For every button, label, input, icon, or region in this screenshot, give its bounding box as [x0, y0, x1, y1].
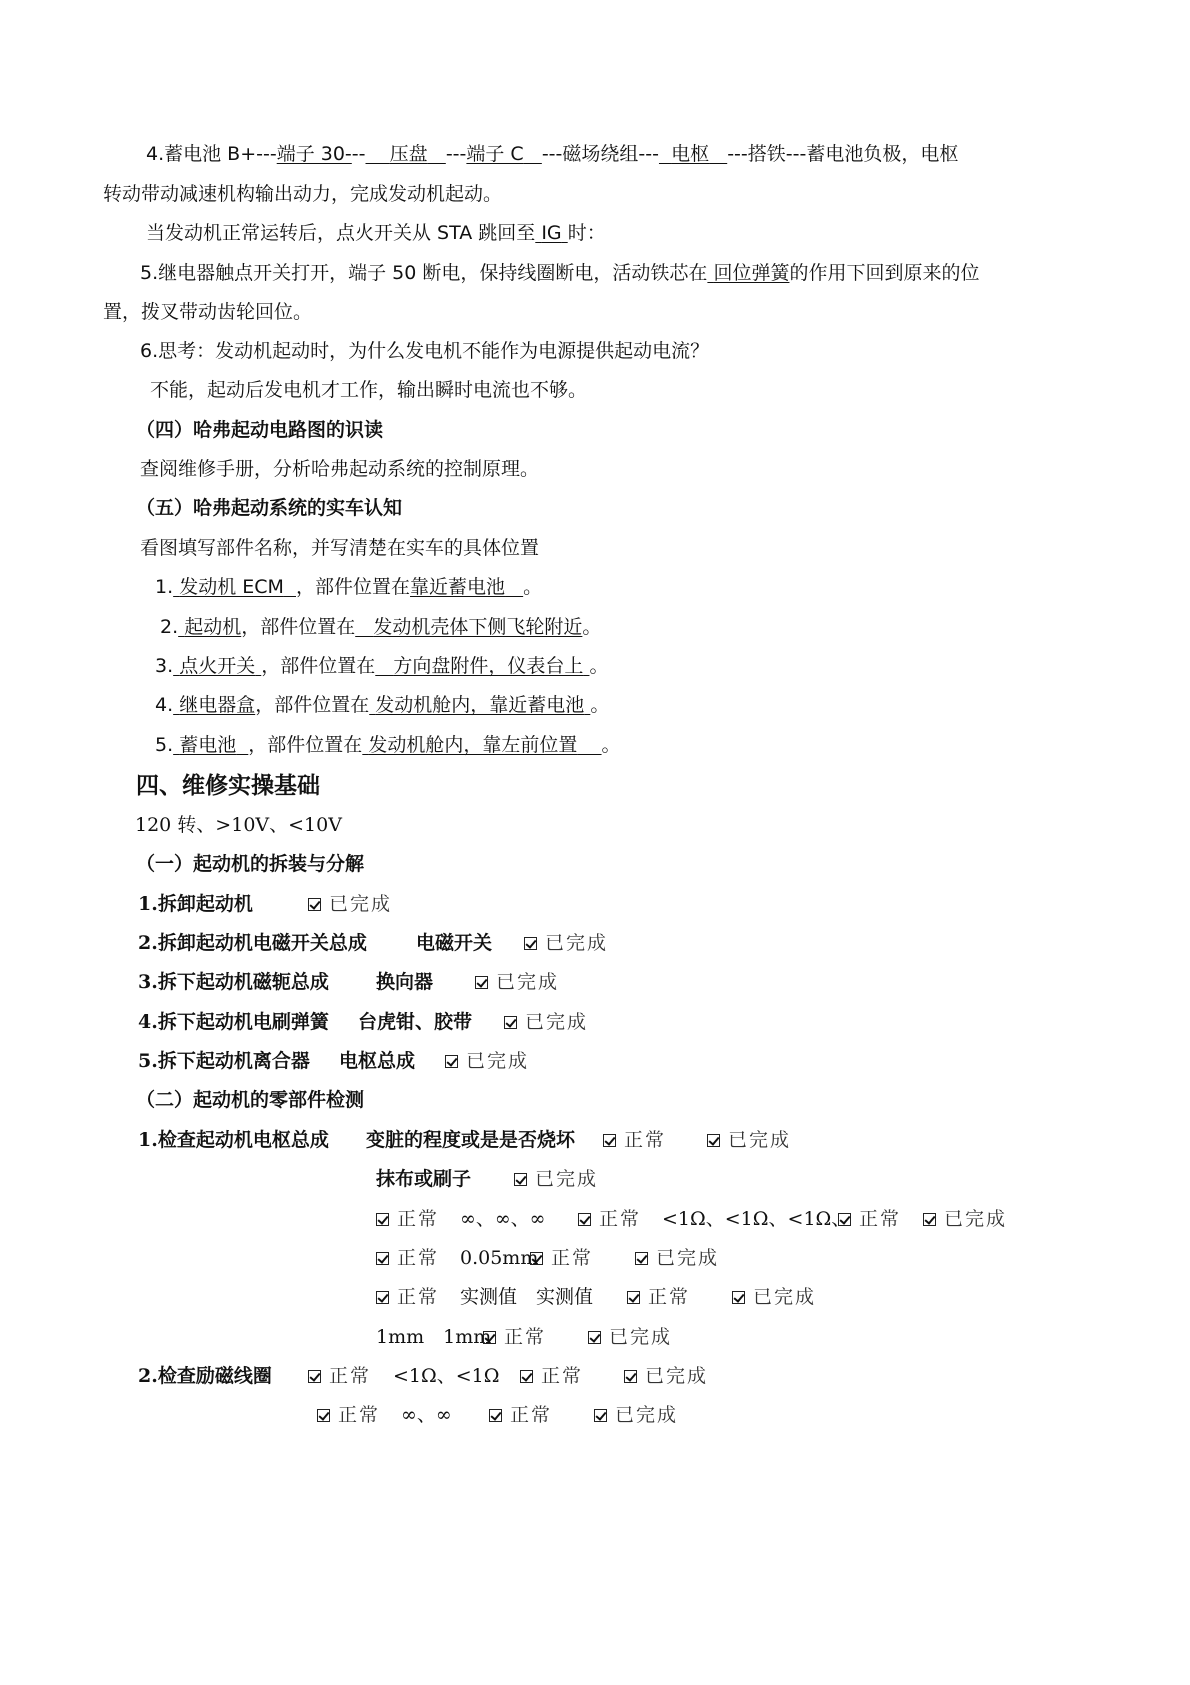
text: -- [351, 143, 366, 165]
inspect-1-row-3: 正常 ∞、∞、∞ 正常 <1Ω、<1Ω、<1Ω、 正常 已完成 [376, 1206, 1076, 1232]
inspect-1-row-5: 正常 实测值 实测值 正常 已完成 [376, 1284, 1076, 1310]
checked-box-icon[interactable] [838, 1213, 851, 1226]
fill-ig: IG [541, 222, 562, 244]
checked-box-icon[interactable] [603, 1134, 616, 1147]
fill-pressure-plate: 压盘 [389, 143, 428, 165]
reading: 实测值 实测值 [460, 1286, 594, 1308]
list-item: 1. 发动机 ECM ，部件位置在靠近蓄电池 。 [155, 576, 543, 598]
step-4-status: 已完成 [504, 1009, 588, 1035]
inspect-2-row-1: 2.检查励磁线圈 正常 <1Ω、<1Ω 正常 已完成 [138, 1365, 709, 1387]
checked-box-icon[interactable] [624, 1370, 637, 1383]
reading: <1Ω、<1Ω [393, 1365, 500, 1387]
text: ---搭铁---蓄电池负极，电枢 [727, 143, 959, 165]
fill-armature: 电枢 [671, 143, 710, 165]
para-6-answer: 不能，起动后发电机才工作，输出瞬时电流也不够。 [150, 379, 588, 401]
component-name: 蓄电池 [179, 734, 237, 756]
list-item: 4. 继电器盒，部件位置在 发动机舱内，靠近蓄电池 。 [155, 694, 610, 716]
component-name: 发动机 ECM [179, 576, 284, 598]
step-4: 4.拆下起动机电刷弹簧 台虎钳、胶带 已完成 [138, 1011, 589, 1033]
text: ---磁场绕组--- [541, 143, 659, 165]
step-1: 1.拆卸起动机 已完成 [138, 893, 393, 915]
checked-box-icon[interactable] [504, 1016, 517, 1029]
para-run: 当发动机正常运转后，点火开关从 STA 跳回至 IG 时： [146, 222, 606, 244]
step-4-tool: 台虎钳、胶带 [358, 1011, 473, 1033]
component-name: 起动机 [184, 616, 242, 638]
section-5-text: 看图填写部件名称，并写清楚在实车的具体位置 [140, 537, 540, 559]
para-4-cont: 转动带动减速机构输出动力，完成发动机起动。 [103, 183, 503, 205]
inspect-2-row-2: 正常 ∞、∞ 正常 已完成 [317, 1402, 917, 1428]
checked-box-icon[interactable] [489, 1409, 502, 1422]
step-2: 2.拆卸起动机电磁开关总成 电磁开关 已完成 [138, 932, 609, 954]
checked-box-icon[interactable] [732, 1291, 745, 1304]
component-position: 靠近蓄电池 [410, 576, 506, 598]
step-5-status: 已完成 [445, 1048, 529, 1074]
section-subtitle: 120 转、>10V、<10V [135, 814, 342, 836]
inspect-1-label: 1.检查起动机电枢总成 [138, 1129, 329, 1151]
step-3-status: 已完成 [475, 969, 559, 995]
step-5: 5.拆下起动机离合器 电枢总成 已完成 [138, 1050, 530, 1072]
checked-box-icon[interactable] [376, 1213, 389, 1226]
checked-box-icon[interactable] [514, 1173, 527, 1186]
component-position: 发动机壳体下侧飞轮附近 [373, 616, 583, 638]
checked-box-icon[interactable] [445, 1055, 458, 1068]
subsection-1-title: （一）起动机的拆装与分解 [136, 853, 365, 875]
list-item: 2. 起动机，部件位置在 发动机壳体下侧飞轮附近。 [160, 616, 602, 638]
fill-terminal-c: 端子 C [466, 143, 524, 165]
component-name: 继电器盒 [179, 694, 256, 716]
checked-box-icon[interactable] [520, 1370, 533, 1383]
section-4-title: （四）哈弗起动电路图的识读 [136, 419, 384, 441]
reading: <1Ω、<1Ω、<1Ω、 [662, 1208, 851, 1230]
para-5: 5.继电器触点开关打开，端子 50 断电，保持线圈断电，活动铁芯在 回位弹簧的作用下回到原来的位 [140, 262, 980, 284]
fill-terminal-30: 端子 30- [276, 143, 352, 165]
section-heading: 四、维修实操基础 [136, 773, 320, 799]
checked-box-icon[interactable] [308, 898, 321, 911]
checked-box-icon[interactable] [483, 1331, 496, 1344]
component-position: 发动机舱内，靠左前位置 [368, 734, 578, 756]
checked-box-icon[interactable] [578, 1213, 591, 1226]
step-3: 3.拆下起动机磁轭总成 换向器 已完成 [138, 971, 560, 993]
fill-return-spring: 回位弹簧 [713, 262, 790, 284]
inspect-1-row-1: 1.检查起动机电枢总成 变脏的程度或是是否烧坏 正常 已完成 [138, 1129, 792, 1151]
component-position: 发动机舱内，靠近蓄电池 [375, 694, 585, 716]
reading: ∞、∞ [401, 1404, 452, 1426]
checked-box-icon[interactable] [530, 1252, 543, 1265]
inspect-1-tool: 抹布或刷子 [376, 1168, 472, 1190]
component-position: 方向盘附件，仪表台上 [393, 655, 584, 677]
inspect-2-label: 2.检查励磁线圈 [138, 1365, 272, 1387]
step-2-tool: 电磁开关 [416, 932, 493, 954]
inspect-1-row-2: 抹布或刷子 已完成 [376, 1168, 599, 1190]
section-5-title: （五）哈弗起动系统的实车认知 [136, 497, 403, 519]
text: --- [445, 143, 467, 165]
reading: 0.05mm [460, 1247, 539, 1269]
para-5-cont: 置，拨叉带动齿轮回位。 [103, 301, 313, 323]
checked-box-icon[interactable] [627, 1291, 640, 1304]
section-4-text: 查阅维修手册，分析哈弗起动系统的控制原理。 [140, 458, 540, 480]
text: 4.蓄电池 B+--- [146, 143, 277, 165]
list-item: 5. 蓄电池 ，部件位置在 发动机舱内，靠左前位置 。 [155, 734, 621, 756]
checked-box-icon[interactable] [524, 937, 537, 950]
checked-box-icon[interactable] [317, 1409, 330, 1422]
checked-box-icon[interactable] [594, 1409, 607, 1422]
reading: 1mm 1mm [376, 1326, 492, 1348]
para-6-question: 6.思考：发动机起动时，为什么发电机不能作为电源提供起动电流？ [140, 340, 710, 362]
inspect-1-row-4: 正常 0.05mm 正常 已完成 [376, 1245, 1076, 1271]
checked-box-icon[interactable] [376, 1291, 389, 1304]
step-2-status: 已完成 [524, 930, 608, 956]
step-5-tool: 电枢总成 [339, 1050, 416, 1072]
checked-box-icon[interactable] [308, 1370, 321, 1383]
subsection-2-title: （二）起动机的零部件检测 [136, 1089, 365, 1111]
reading: ∞、∞、∞ [460, 1208, 546, 1230]
inspect-1-desc: 变脏的程度或是是否烧坏 [366, 1129, 576, 1151]
step-3-tool: 换向器 [376, 971, 434, 993]
checked-box-icon[interactable] [923, 1213, 936, 1226]
para-4 [146, 141, 958, 167]
checked-box-icon[interactable] [635, 1252, 648, 1265]
component-name: 点火开关 [179, 655, 256, 677]
inspect-1-row-6: 1mm 1mm 正常 已完成 [376, 1326, 673, 1348]
checked-box-icon[interactable] [588, 1331, 601, 1344]
checked-box-icon[interactable] [475, 976, 488, 989]
step-1-status: 已完成 [308, 891, 392, 917]
checked-box-icon[interactable] [376, 1252, 389, 1265]
checked-box-icon[interactable] [707, 1134, 720, 1147]
list-item: 3. 点火开关 ，部件位置在 方向盘附件，仪表台上 。 [155, 655, 609, 677]
